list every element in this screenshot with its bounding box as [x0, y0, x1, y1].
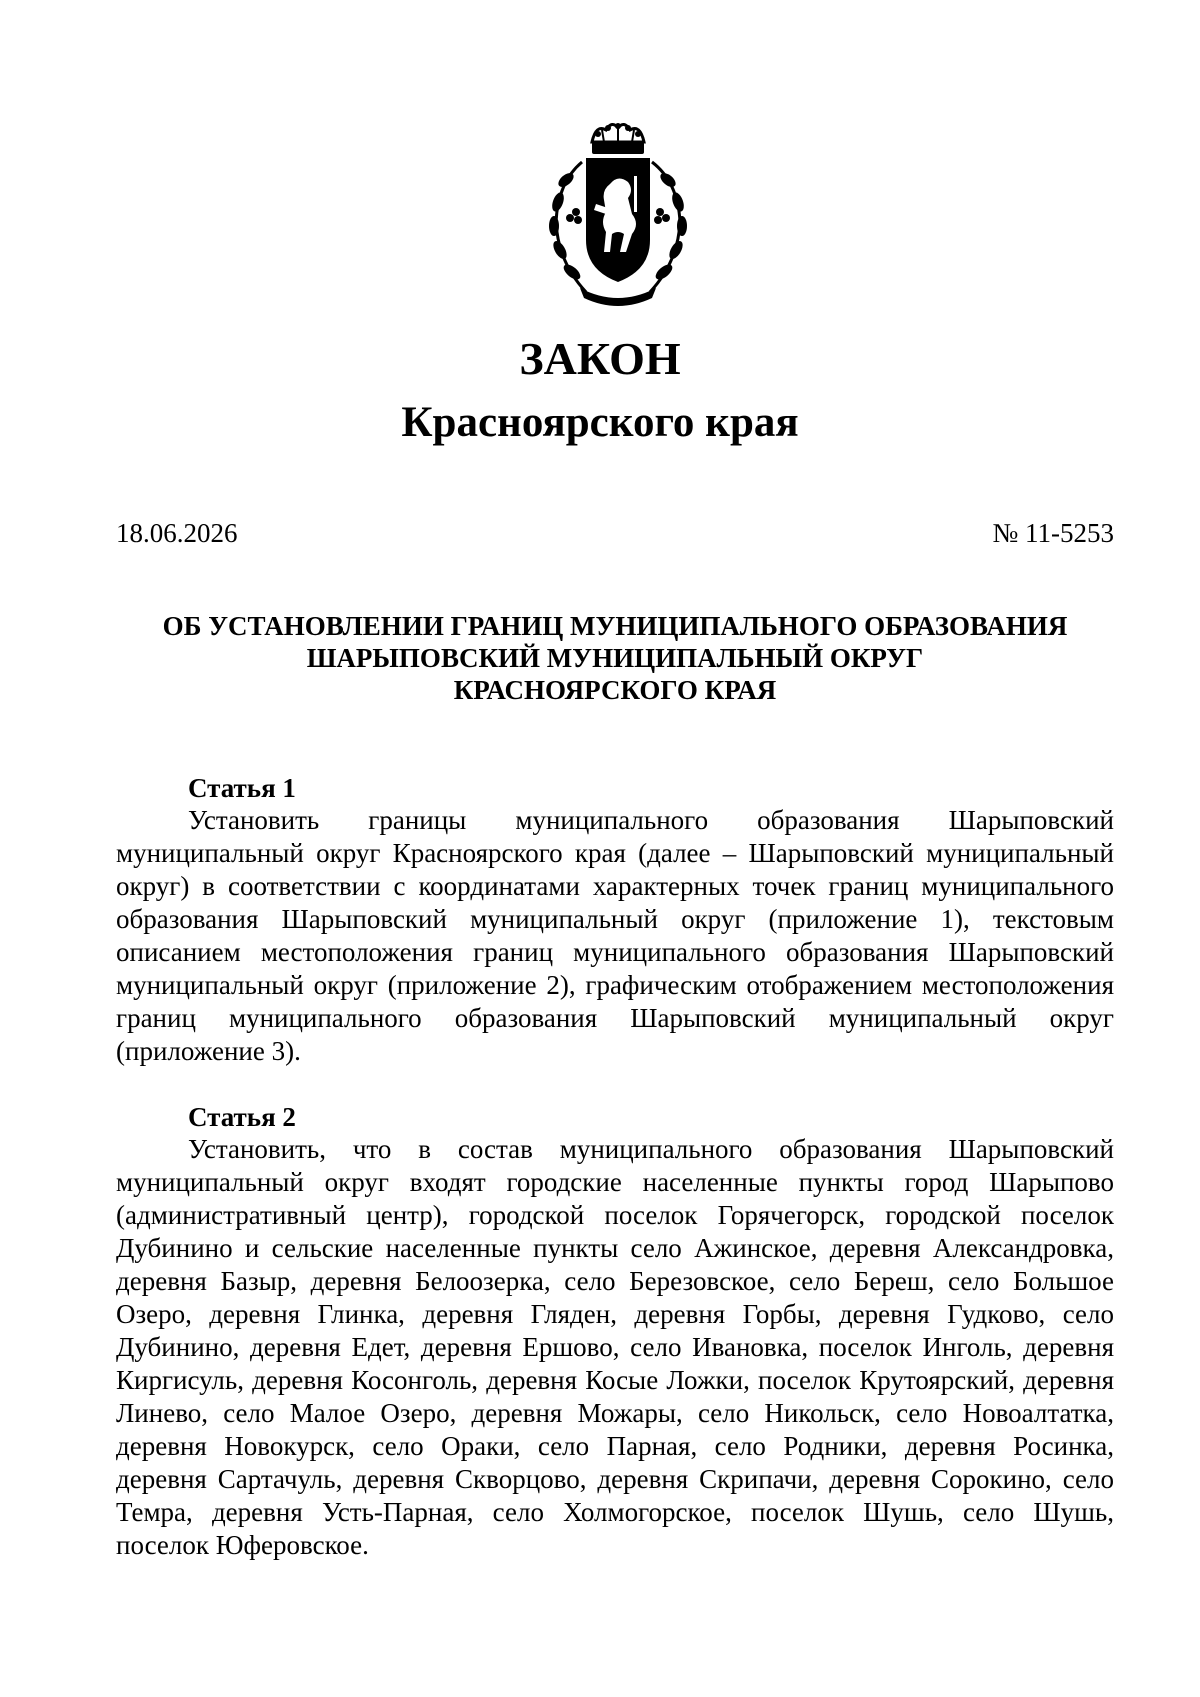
article-2	[116, 1101, 1114, 1562]
article-1	[116, 772, 1114, 1068]
crown-icon	[592, 123, 644, 154]
article-title: Статья 2	[188, 1102, 296, 1132]
coat-of-arms-icon	[540, 122, 695, 307]
article-title: Статья 1	[188, 773, 296, 803]
law-heading-line: КРАСНОЯРСКОГО КРАЯ	[453, 675, 777, 705]
law-date: 18.06.2026	[116, 518, 238, 548]
law-region: Красноярского края	[401, 399, 799, 446]
article-text: Установить, что в состав муниципального образования Шарыповский муниципальный округ входят городские населенные пункты город Шарыпово (административный центр), городской поселок Горячегорск, городской поселок Дубинино и сельские населенные пункты село Ажинское, деревня Александровка, деревня Базыр, деревня Белоозерка, село Березовское, село Береш, село Большое Озеро, деревня Глинка, деревня Гляден, деревня Горбы, деревня Гудково, село Дубинино, деревня Едет, деревня Ершово, село Ивановка, поселок Инголь, деревня Киргисуль, деревня Косонголь, деревня Косые Ложки, поселок Крутоярский, деревня Линево, село Малое Озеро, деревня Можары, село Никольск, село Новоалтатка, деревня Новокурск, село Ораки, село Парная, село Родники, деревня Росинка, деревня Сартачуль, деревня Скворцово, деревня Скрипачи, деревня Сорокино, село Темра, деревня Усть-Парная, село Холмогорское, поселок Шушь, село Шушь, поселок Юферовское.	[116, 1134, 1114, 1560]
law-heading-line: ШАРЫПОВСКИЙ МУНИЦИПАЛЬНЫЙ ОКРУГ	[306, 643, 924, 673]
law-title: ЗАКОН	[519, 333, 681, 384]
law-heading	[116, 610, 1114, 706]
article-text: Установить границы муниципального образования Шарыповский муниципальный округ Красноярского края (далее – Шарыповский муниципальный округ) в соответствии с координатами характерных точек границ муниципального образования Шарыповский муниципальный округ (приложение 1), текстовым описанием местоположения границ муниципального образования Шарыповский муниципальный округ (приложение 2), графическим отображением местоположения границ муниципального образования Шарыповский муниципальный округ (приложение 3).	[116, 805, 1114, 1066]
law-number: № 11-5253	[992, 518, 1114, 548]
law-heading-line: ОБ УСТАНОВЛЕНИИ ГРАНИЦ МУНИЦИПАЛЬНОГО ОБРАЗОВАНИЯ	[162, 611, 1068, 641]
